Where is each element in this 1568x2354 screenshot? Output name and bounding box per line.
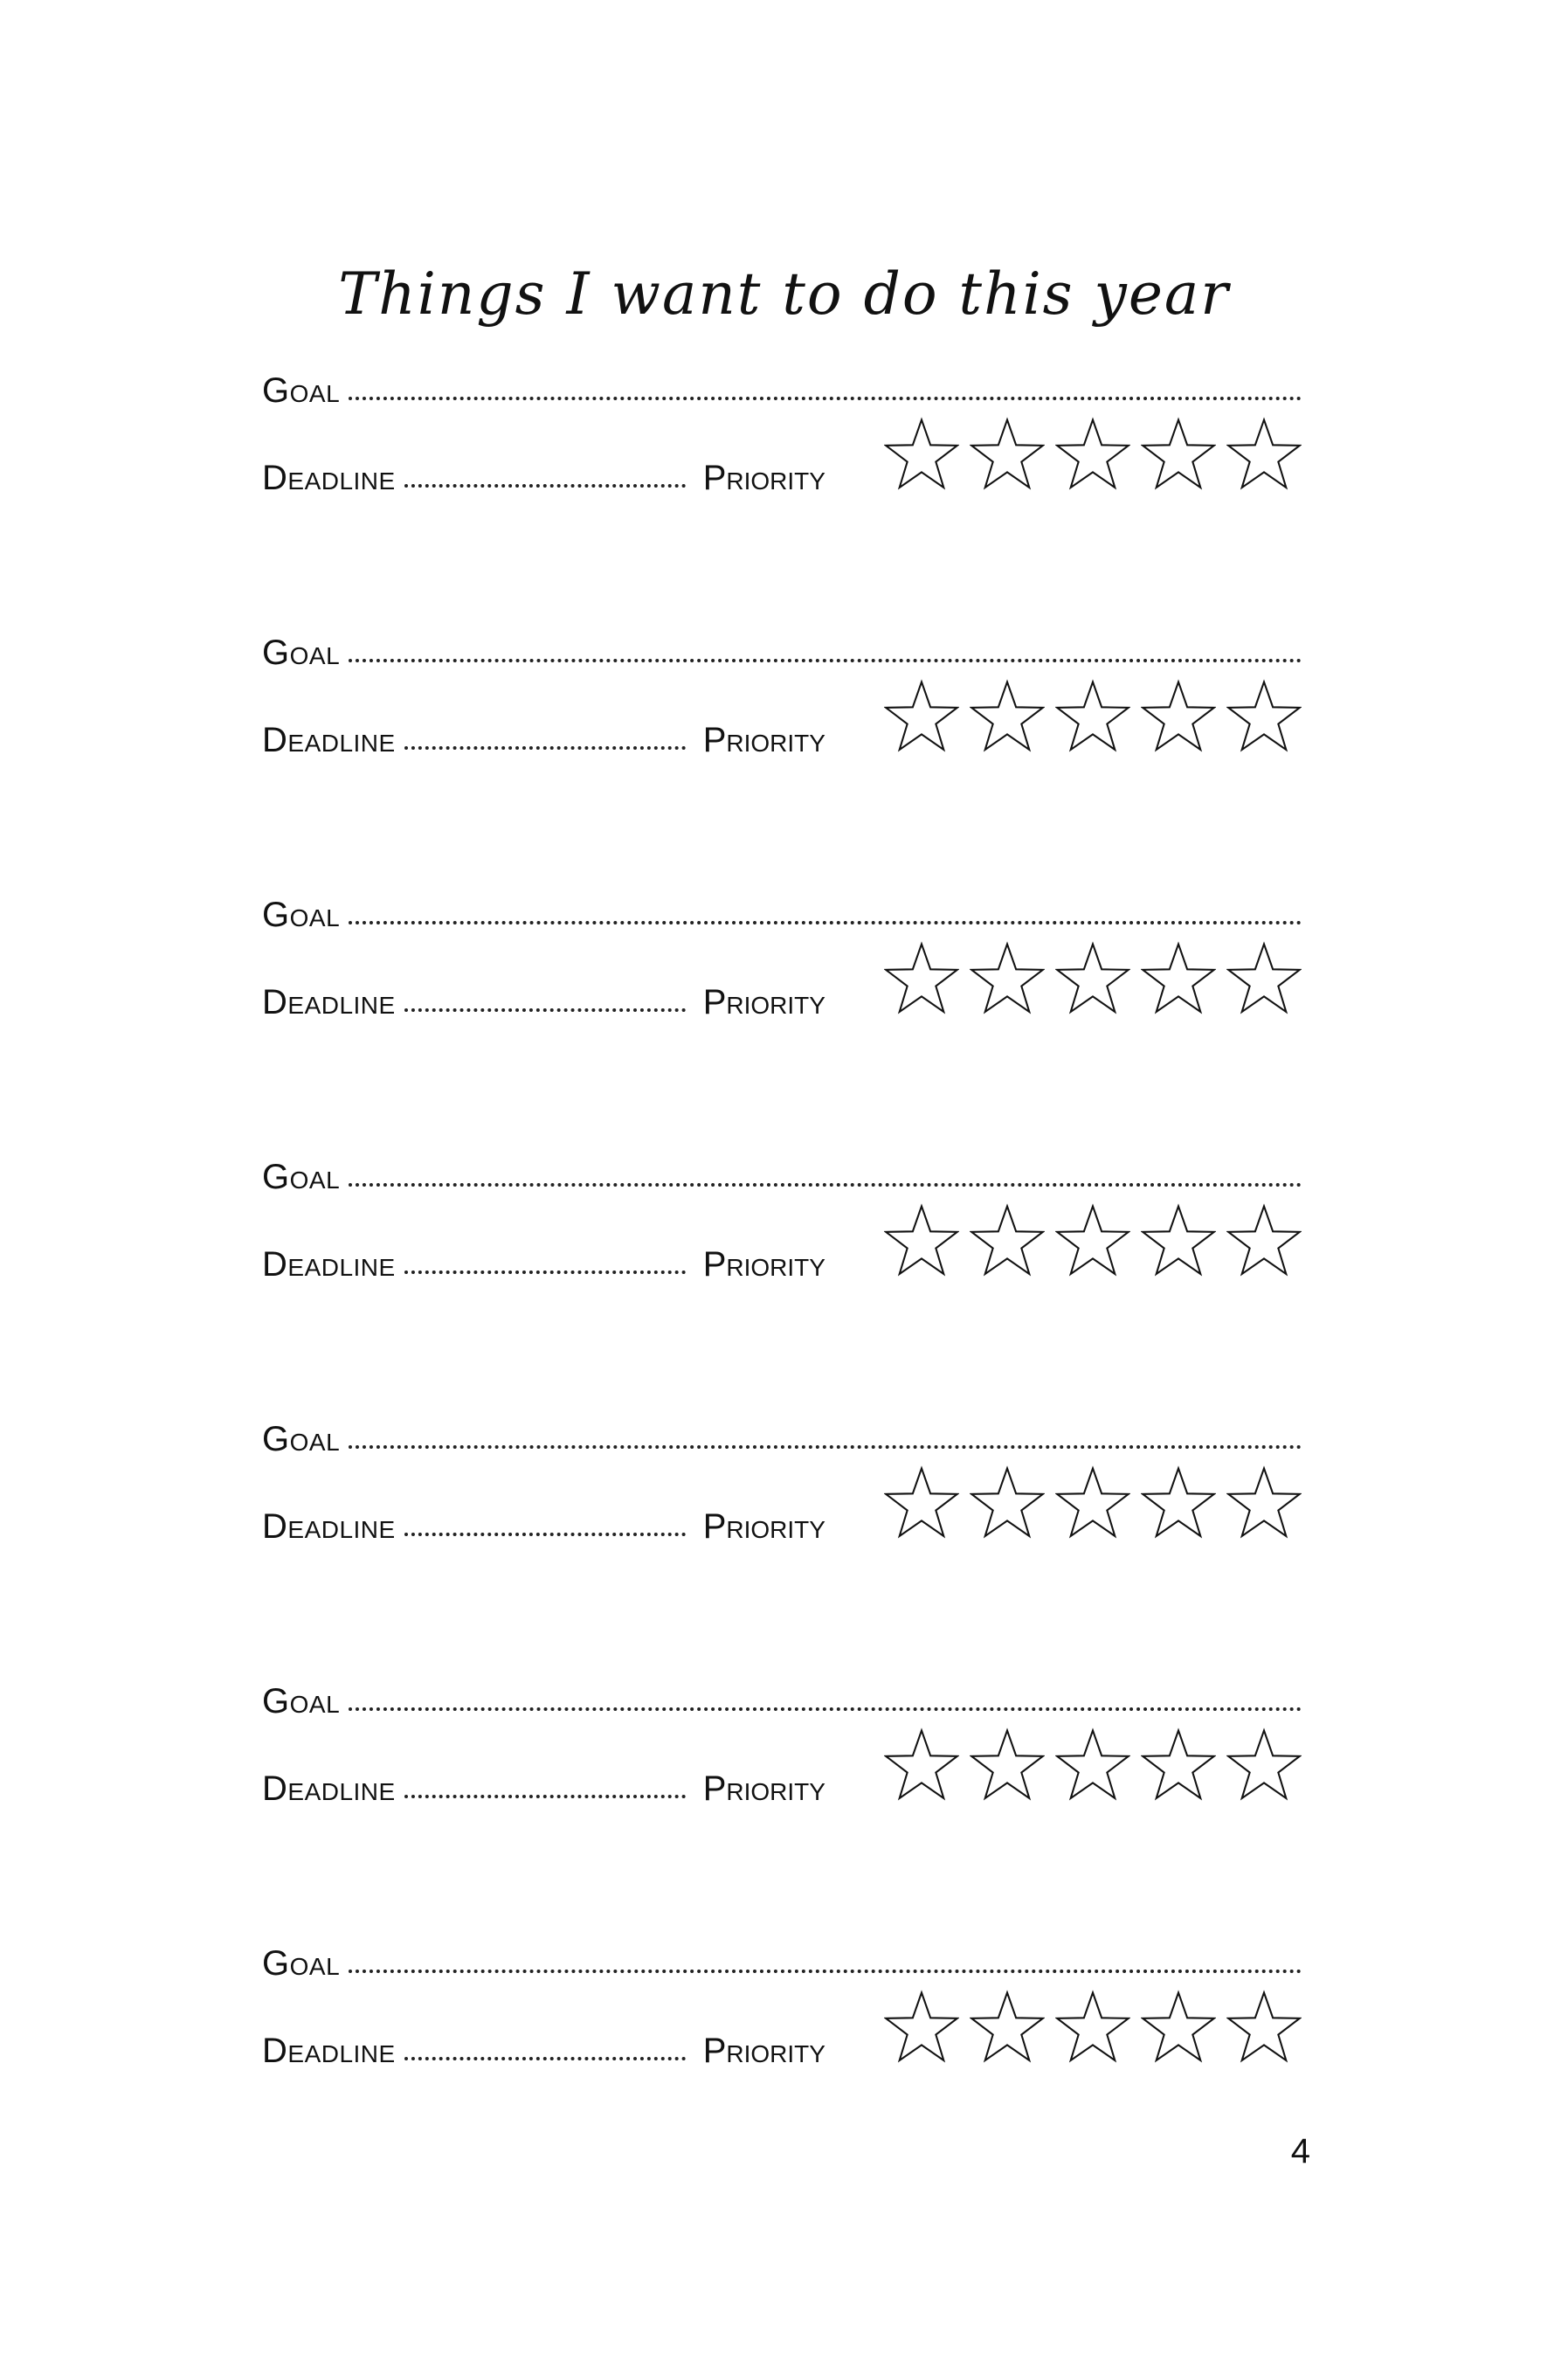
- deadline-write-line[interactable]: [404, 1244, 686, 1274]
- deadline-line: [262, 983, 874, 1022]
- star-outline-icon[interactable]: [1055, 941, 1130, 1016]
- star-outline-icon[interactable]: [1055, 1465, 1130, 1540]
- star-outline-icon[interactable]: [884, 1727, 959, 1803]
- star-outline-icon[interactable]: [1141, 417, 1216, 492]
- star-outline-icon[interactable]: [1141, 1203, 1216, 1278]
- goal-label: Goal: [262, 371, 341, 410]
- goal-label: Goal: [262, 1682, 341, 1720]
- deadline-line: [262, 2032, 874, 2071]
- page-title: Things I want to do this year: [338, 260, 1230, 328]
- star-outline-icon[interactable]: [970, 1990, 1045, 2065]
- star-outline-icon[interactable]: [1226, 1727, 1302, 1803]
- goal-entry: [262, 1420, 1302, 1595]
- goal-label: Goal: [262, 896, 341, 934]
- page-number: 4: [1290, 2132, 1310, 2171]
- priority-rating[interactable]: [884, 679, 1302, 754]
- priority-label: Priority: [702, 2032, 825, 2070]
- deadline-write-line[interactable]: [404, 1769, 686, 1798]
- goal-label: Goal: [262, 634, 341, 672]
- deadline-label: Deadline: [262, 1769, 396, 1808]
- priority-rating[interactable]: [884, 1465, 1302, 1540]
- goal-entry: [262, 1944, 1302, 2119]
- goal-entry: [262, 371, 1302, 546]
- goal-line: [262, 634, 1302, 673]
- star-outline-icon[interactable]: [884, 679, 959, 754]
- goal-write-line[interactable]: [349, 633, 1302, 662]
- goal-label: Goal: [262, 1944, 341, 1983]
- star-outline-icon[interactable]: [1141, 1465, 1216, 1540]
- deadline-write-line[interactable]: [404, 458, 686, 488]
- goal-label: Goal: [262, 1158, 341, 1196]
- deadline-write-line[interactable]: [404, 720, 686, 750]
- deadline-write-line[interactable]: [404, 2031, 686, 2060]
- priority-rating[interactable]: [884, 941, 1302, 1016]
- goal-line: [262, 1682, 1302, 1721]
- star-outline-icon[interactable]: [970, 1203, 1045, 1278]
- priority-label: Priority: [702, 721, 825, 759]
- star-outline-icon[interactable]: [884, 1990, 959, 2065]
- deadline-line: [262, 1769, 874, 1809]
- star-outline-icon[interactable]: [970, 417, 1045, 492]
- star-outline-icon[interactable]: [1055, 417, 1130, 492]
- star-outline-icon[interactable]: [1226, 679, 1302, 754]
- goal-write-line[interactable]: [349, 895, 1302, 924]
- deadline-line: [262, 1245, 874, 1284]
- deadline-line: [262, 721, 874, 760]
- star-outline-icon[interactable]: [1141, 679, 1216, 754]
- star-outline-icon[interactable]: [1055, 1727, 1130, 1803]
- star-outline-icon[interactable]: [1141, 1727, 1216, 1803]
- star-outline-icon[interactable]: [970, 679, 1045, 754]
- goal-label: Goal: [262, 1420, 341, 1458]
- star-outline-icon[interactable]: [1141, 1990, 1216, 2065]
- deadline-write-line[interactable]: [404, 1506, 686, 1536]
- goal-line: [262, 1158, 1302, 1197]
- deadline-label: Deadline: [262, 459, 396, 497]
- goal-line: [262, 1420, 1302, 1459]
- star-outline-icon[interactable]: [1226, 941, 1302, 1016]
- goal-line: [262, 371, 1302, 411]
- star-outline-icon[interactable]: [970, 1465, 1045, 1540]
- star-outline-icon[interactable]: [1141, 941, 1216, 1016]
- goal-entry: [262, 634, 1302, 808]
- priority-rating[interactable]: [884, 417, 1302, 492]
- goal-write-line[interactable]: [349, 1681, 1302, 1711]
- star-outline-icon[interactable]: [884, 417, 959, 492]
- priority-rating[interactable]: [884, 1727, 1302, 1803]
- priority-label: Priority: [702, 459, 825, 497]
- goal-write-line[interactable]: [349, 370, 1302, 400]
- star-outline-icon[interactable]: [884, 1203, 959, 1278]
- priority-rating[interactable]: [884, 1990, 1302, 2065]
- goal-line: [262, 1944, 1302, 1984]
- goal-line: [262, 896, 1302, 935]
- deadline-line: [262, 1507, 874, 1547]
- deadline-label: Deadline: [262, 1507, 396, 1546]
- goal-write-line[interactable]: [349, 1157, 1302, 1187]
- star-outline-icon[interactable]: [1055, 679, 1130, 754]
- star-outline-icon[interactable]: [1226, 1465, 1302, 1540]
- priority-label: Priority: [702, 1769, 825, 1808]
- star-outline-icon[interactable]: [970, 1727, 1045, 1803]
- priority-label: Priority: [702, 1245, 825, 1284]
- priority-label: Priority: [702, 1507, 825, 1546]
- goal-entry: [262, 1158, 1302, 1333]
- star-outline-icon[interactable]: [1226, 1203, 1302, 1278]
- star-outline-icon[interactable]: [970, 941, 1045, 1016]
- star-outline-icon[interactable]: [1055, 1203, 1130, 1278]
- star-outline-icon[interactable]: [884, 941, 959, 1016]
- deadline-label: Deadline: [262, 1245, 396, 1284]
- deadline-label: Deadline: [262, 721, 396, 759]
- deadline-label: Deadline: [262, 983, 396, 1021]
- deadline-label: Deadline: [262, 2032, 396, 2070]
- star-outline-icon[interactable]: [1226, 1990, 1302, 2065]
- star-outline-icon[interactable]: [1226, 417, 1302, 492]
- goal-write-line[interactable]: [349, 1419, 1302, 1449]
- priority-label: Priority: [702, 983, 825, 1021]
- deadline-write-line[interactable]: [404, 982, 686, 1012]
- goal-write-line[interactable]: [349, 1943, 1302, 1973]
- goal-entry: [262, 896, 1302, 1070]
- deadline-line: [262, 459, 874, 498]
- goal-entry: [262, 1682, 1302, 1857]
- star-outline-icon[interactable]: [1055, 1990, 1130, 2065]
- priority-rating[interactable]: [884, 1203, 1302, 1278]
- star-outline-icon[interactable]: [884, 1465, 959, 1540]
